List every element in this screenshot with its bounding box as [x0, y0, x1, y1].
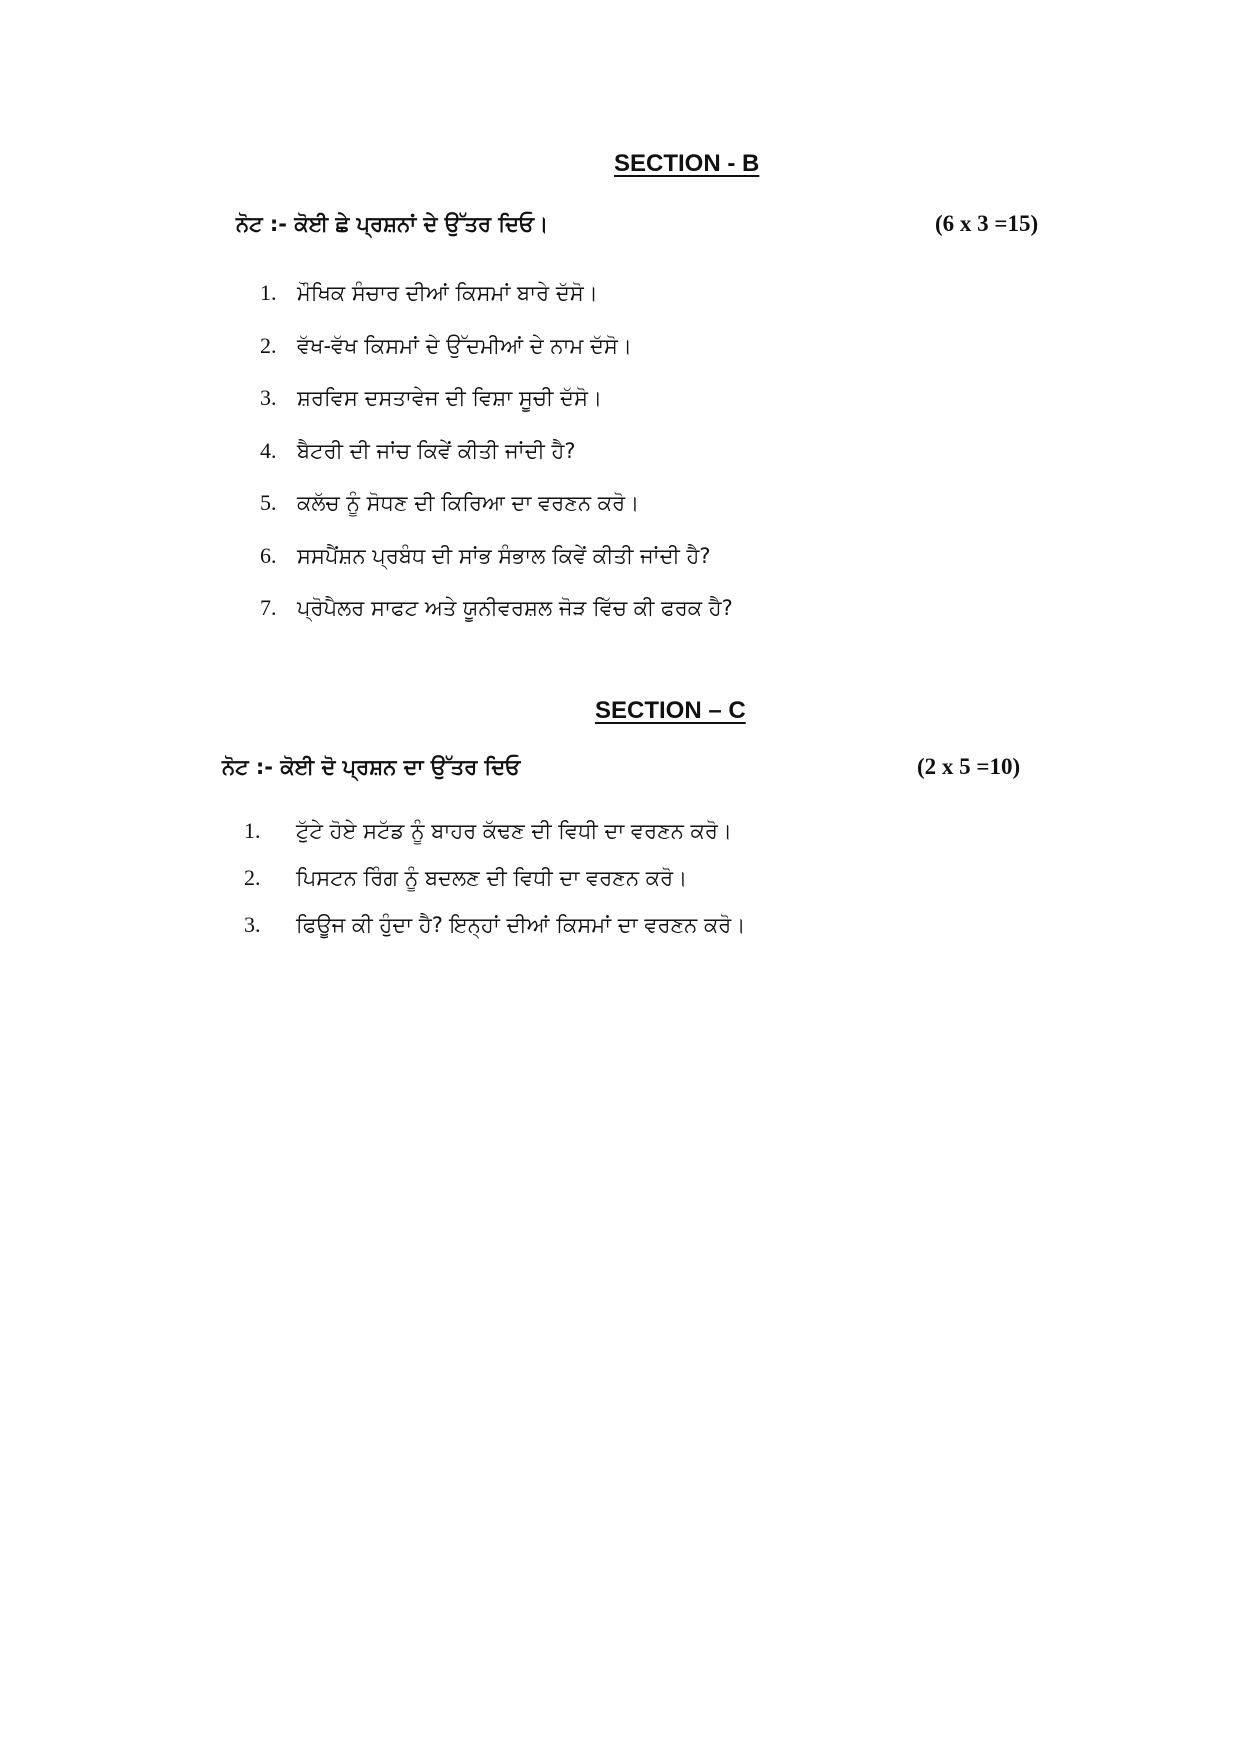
question-number: 5. [260, 490, 277, 515]
question-text: ਵੱਖ-ਵੱਖ ਕਿਸਮਾਂ ਦੇ ਉੱਦਮੀਆਂ ਦੇ ਨਾਮ ਦੱਸੋ। [297, 333, 633, 358]
question-text: ਫਿਊਜ ਕੀ ਹੁੰਦਾ ਹੈ? ਇਨ੍ਹਾਂ ਦੀਆਂ ਕਿਸਮਾਂ ਦਾ ਵਰਣਨ ਕਰੋ। [296, 913, 746, 937]
section-b-question-list [260, 280, 733, 648]
question-item [260, 385, 733, 438]
section-b-heading: SECTION - B [614, 150, 760, 177]
question-item [260, 595, 733, 648]
section-b-marks: (6 x 3 =15) [935, 211, 1039, 236]
question-text: ਕਲੱਚ ਨੂੰ ਸੋਧਣ ਦੀ ਕਿਰਿਆ ਦਾ ਵਰਣਨ ਕਰੋ। [297, 491, 640, 515]
question-number: 2. [260, 332, 277, 358]
question-text: ਟੁੱਟੇ ਹੋਏ ਸਟੱਡ ਨੂੰ ਬਾਹਰ ਕੱਢਣ ਦੀ ਵਿਧੀ ਦਾ ਵਰਣਨ ਕਰੋ। [296, 819, 733, 843]
question-item [260, 438, 733, 491]
question-item [244, 912, 745, 959]
question-number: 1. [260, 280, 277, 305]
question-item [260, 333, 733, 386]
question-item [260, 543, 733, 596]
question-text: ਬੈਟਰੀ ਦੀ ਜਾਂਚ ਕਿਵੇਂ ਕੀਤੀ ਜਾਂਦੀ ਹੈ? [297, 438, 576, 463]
question-text: ਪਿਸਟਨ ਰਿੰਗ ਨੂੰ ਬਦਲਣ ਦੀ ਵਿਧੀ ਦਾ ਵਰਣਨ ਕਰੋ। [296, 866, 688, 890]
question-text: ਸਸਪੈਂਸ਼ਨ ਪ੍ਰਬੰਧ ਦੀ ਸਾਂਭ ਸੰਭਾਲ ਕਿਵੇਂ ਕੀਤੀ ਜਾਂਦੀ ਹੈ? [297, 543, 711, 568]
question-item [244, 818, 745, 865]
section-b-instruction: ਨੋਟ :- ਕੋਈ ਛੇ ਪ੍ਰਸ਼ਨਾਂ ਦੇ ਉੱਤਰ ਦਿਓ। [236, 212, 549, 236]
section-c-marks: (2 x 5 =10) [917, 754, 1021, 779]
question-number: 3. [260, 385, 277, 410]
section-c-heading: SECTION – C [595, 697, 746, 724]
question-number: 1. [244, 818, 261, 843]
question-item [260, 280, 733, 333]
question-number: 3. [244, 912, 261, 937]
question-text: ਸ਼ਰਵਿਸ ਦਸਤਾਵੇਜ ਦੀ ਵਿਸ਼ਾ ਸੂਚੀ ਦੱਸੋ। [297, 386, 603, 410]
section-c-instruction: ਨੋਟ :- ਕੋਈ ਦੋ ਪ੍ਰਸ਼ਨ ਦਾ ਉੱਤਰ ਦਿਓ [222, 755, 521, 779]
question-item [260, 490, 733, 543]
question-text: ਮੌਖਿਕ ਸੰਚਾਰ ਦੀਆਂ ਕਿਸਮਾਂ ਬਾਰੇ ਦੱਸੋ। [297, 281, 598, 305]
section-c-question-list [244, 818, 745, 959]
question-number: 6. [260, 542, 277, 568]
question-text: ਪ੍ਰੋਪੈਲਰ ਸਾਫਟ ਅਤੇ ਯੂਨੀਵਰਸ਼ਲ ਜੋੜ ਵਿੱਚ ਕੀ ਫਰਕ ਹੈ? [297, 596, 733, 620]
question-number: 2. [244, 865, 261, 890]
question-number: 7. [260, 595, 277, 620]
question-item [244, 865, 745, 912]
question-number: 4. [260, 437, 277, 463]
